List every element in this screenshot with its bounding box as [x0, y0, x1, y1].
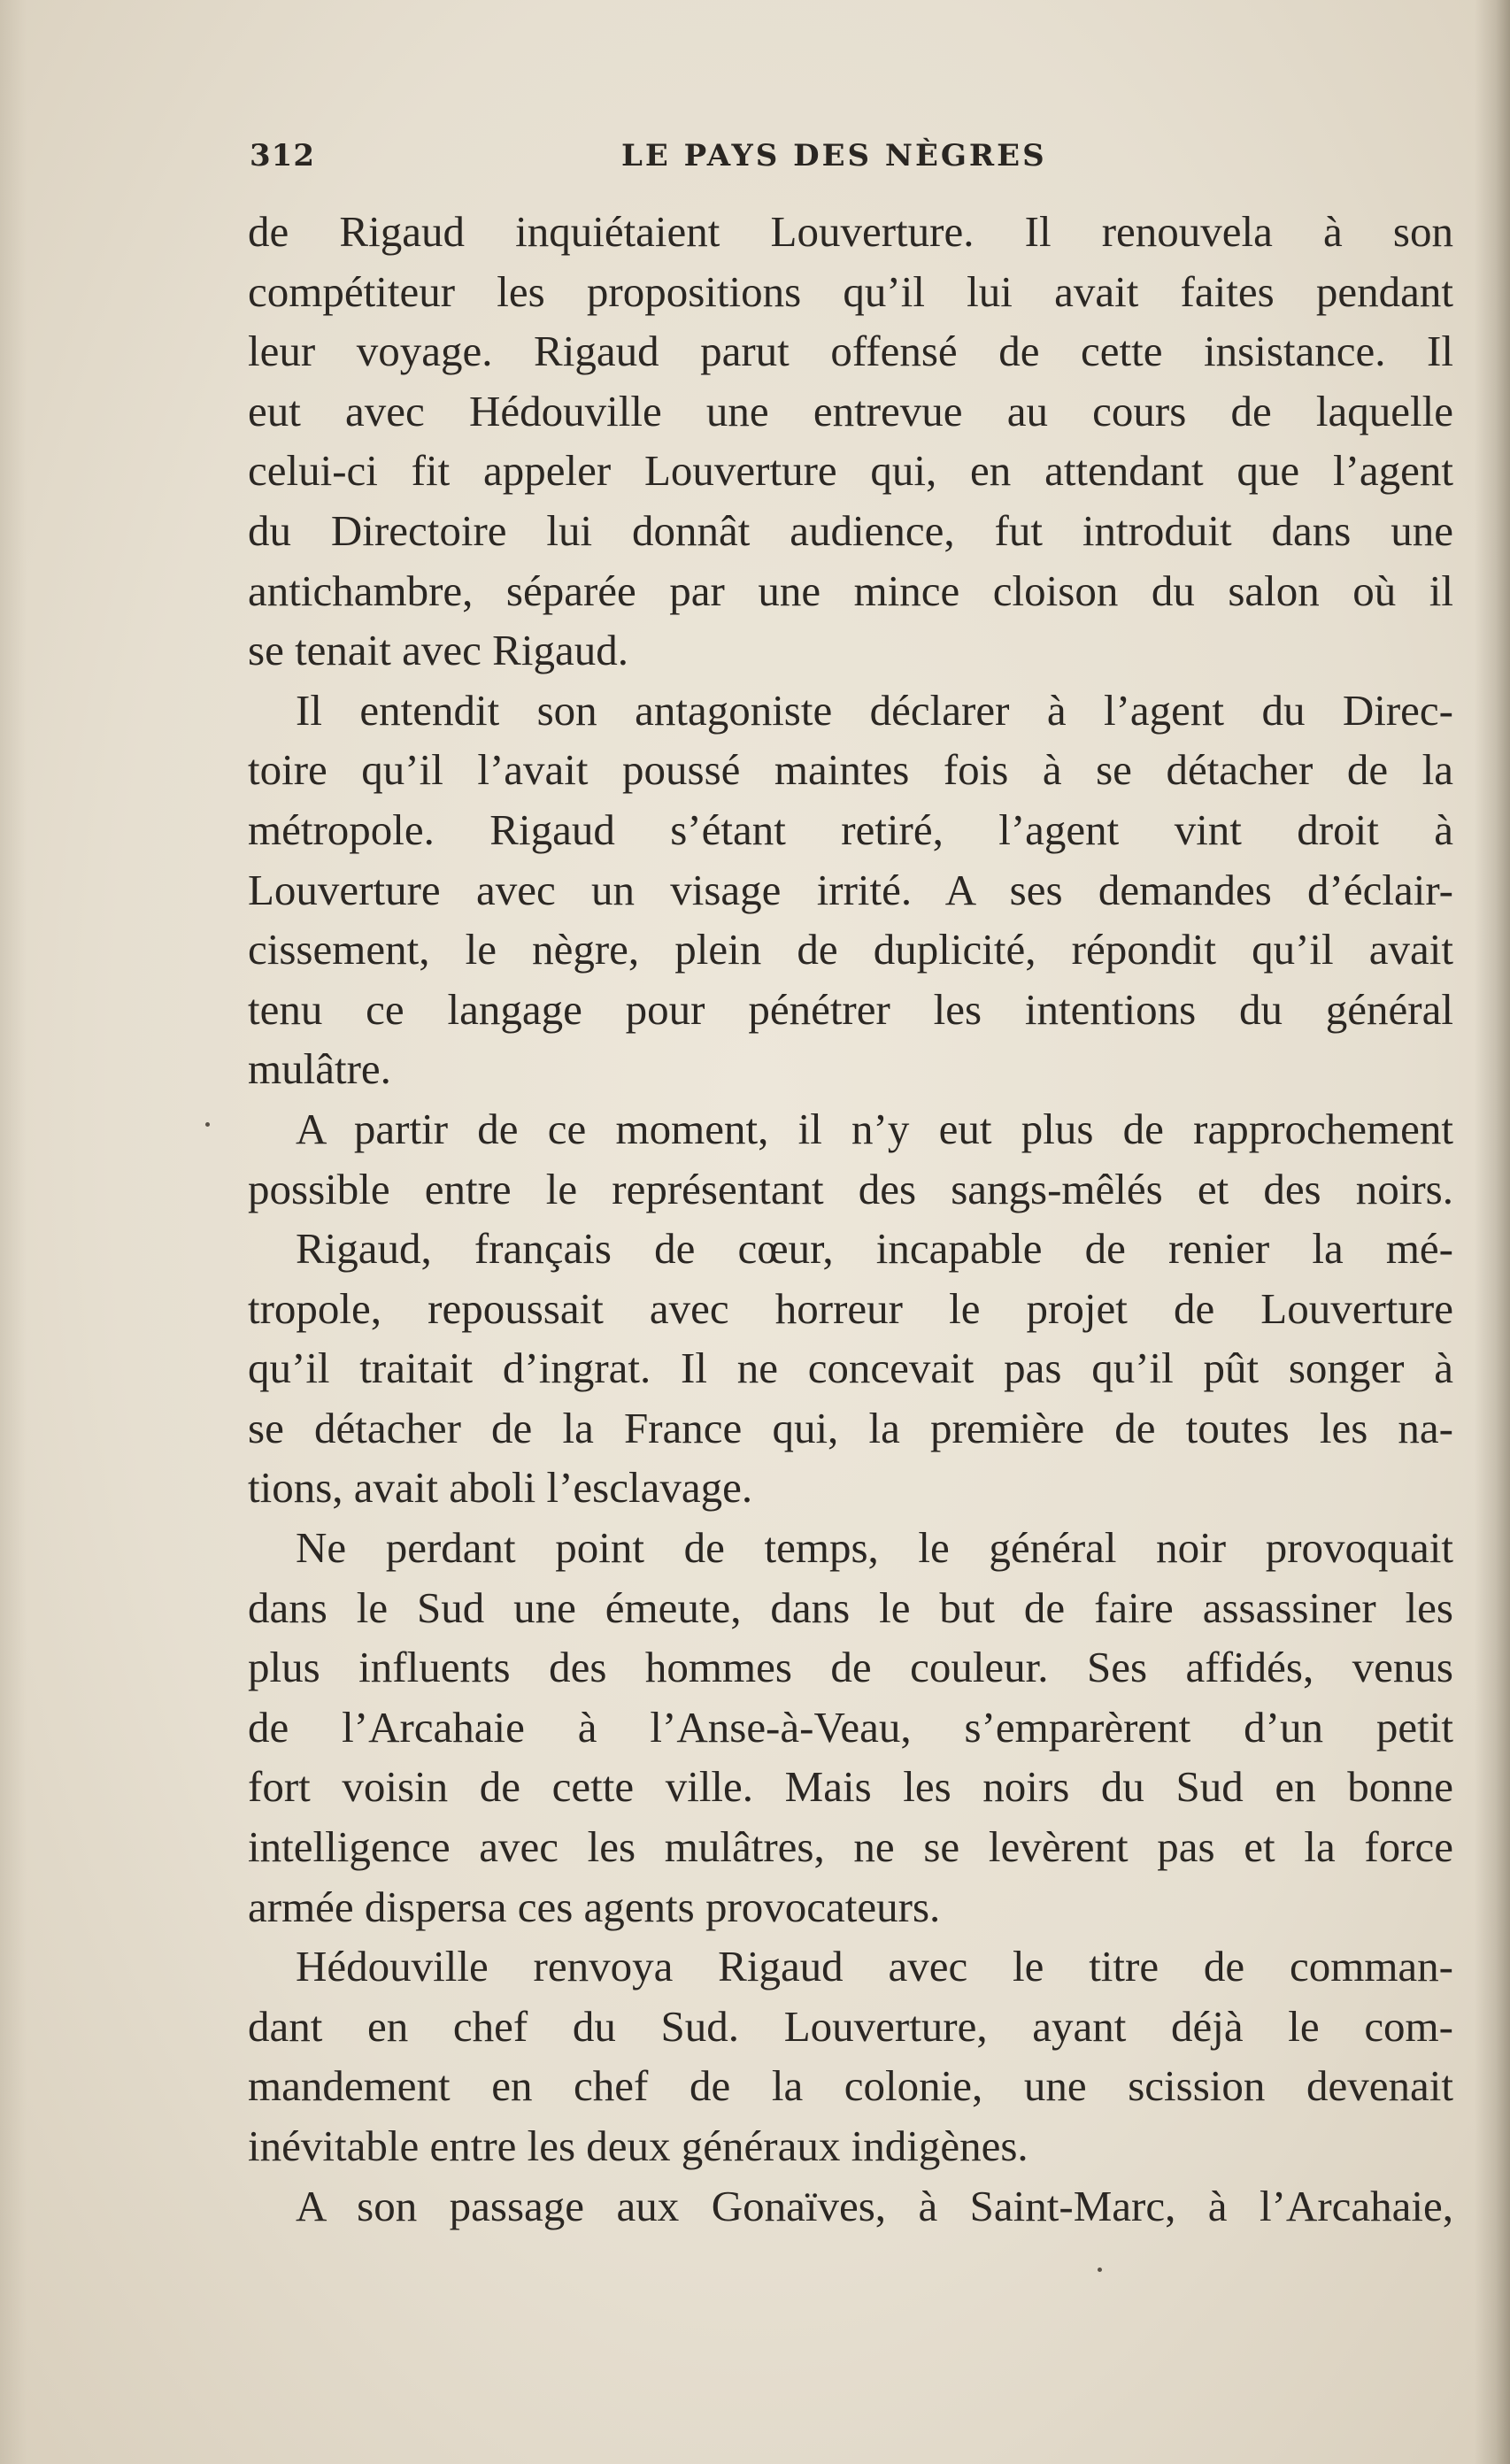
text-line: tions, avait aboli l’esclavage. [248, 1463, 753, 1513]
text-line: possible entre le représentant des sangs-mêlés et des noirs. [248, 1164, 1453, 1213]
ink-speck [205, 1122, 210, 1127]
text-line: mandement en chef de la colonie, une scission devenait [248, 2061, 1453, 2111]
text-line: métropole. Rigaud s’étant retiré, l’agent vint droit à [248, 805, 1453, 854]
text-line: Ne perdant point de temps, le général noir provoquait [296, 1523, 1453, 1573]
text-line: se tenait avec Rigaud. [248, 626, 628, 675]
text-line: tropole, repoussait avec horreur le projet de Louverture [248, 1283, 1453, 1333]
running-head: LE PAYS DES NÈGRES [621, 138, 1047, 173]
text-line: armée dispersa ces agents provocateurs. [248, 1882, 941, 1931]
text-line: antichambre, séparée par une mince cloison du salon où il [248, 566, 1453, 615]
text-line: du Directoire lui donnât audience, fut introduit dans une [248, 505, 1453, 555]
text-line: compétiteur les propositions qu’il lui avait faites pendant [248, 266, 1453, 316]
text-line: inévitable entre les deux généraux indigènes. [248, 2121, 1028, 2170]
text-line: qu’il traitait d’ingrat. Il ne concevait pas qu’il pût songer à [248, 1344, 1453, 1393]
text-line: toire qu’il l’avait poussé maintes fois à se détacher de la [248, 745, 1453, 795]
text-line: de l’Arcahaie à l’Anse-à-Veau, s’emparèrent d’un petit [248, 1702, 1453, 1752]
text-line: celui-ci fit appeler Louverture qui, en attendant que l’agent [248, 446, 1453, 496]
page-header [250, 133, 1453, 186]
text-line: mulâtre. [248, 1044, 391, 1094]
text-line: intelligence avec les mulâtres, ne se levèrent pas et la force [248, 1822, 1453, 1872]
page-right-shadow [1475, 0, 1510, 2464]
page-left-shadow [0, 0, 27, 2464]
text-line: Louverture avec un visage irrité. A ses demandes d’éclair- [248, 865, 1453, 914]
page-number: 312 [250, 138, 315, 173]
text-line: se détacher de la France qui, la première de toutes les na- [248, 1403, 1453, 1452]
text-line: Hédouville renvoya Rigaud avec le titre de comman- [296, 1942, 1453, 1991]
text-line: de Rigaud inquiétaient Louverture. Il renouvela à son [248, 207, 1453, 256]
text-line: tenu ce langage pour pénétrer les intentions du général [248, 984, 1453, 1034]
text-line: A partir de ce moment, il n’y eut plus de rapprochement [296, 1104, 1453, 1153]
body-text [248, 202, 1453, 2236]
text-line: eut avec Hédouville une entrevue au cours de laquelle [248, 386, 1453, 435]
text-line: dans le Sud une émeute, dans le but de faire assassiner les [248, 1582, 1453, 1632]
text-line: cissement, le nègre, plein de duplicité, répondit qu’il avait [248, 925, 1453, 974]
text-line: Rigaud, français de cœur, incapable de renier la mé- [296, 1224, 1453, 1274]
ink-speck [1098, 2268, 1102, 2272]
text-line: fort voisin de cette ville. Mais les noirs du Sud en bonne [248, 1762, 1453, 1812]
text-line: Il entendit son antagoniste déclarer à l’agent du Direc- [296, 685, 1453, 735]
text-line: leur voyage. Rigaud parut offensé de cette insistance. Il [248, 327, 1453, 376]
text-line: plus influents des hommes de couleur. Ses affidés, venus [248, 1643, 1453, 1692]
text-line: dant en chef du Sud. Louverture, ayant déjà le com- [248, 2001, 1453, 2051]
text-line: A son passage aux Gonaïves, à Saint-Marc, à l’Arcahaie, [296, 2181, 1453, 2230]
